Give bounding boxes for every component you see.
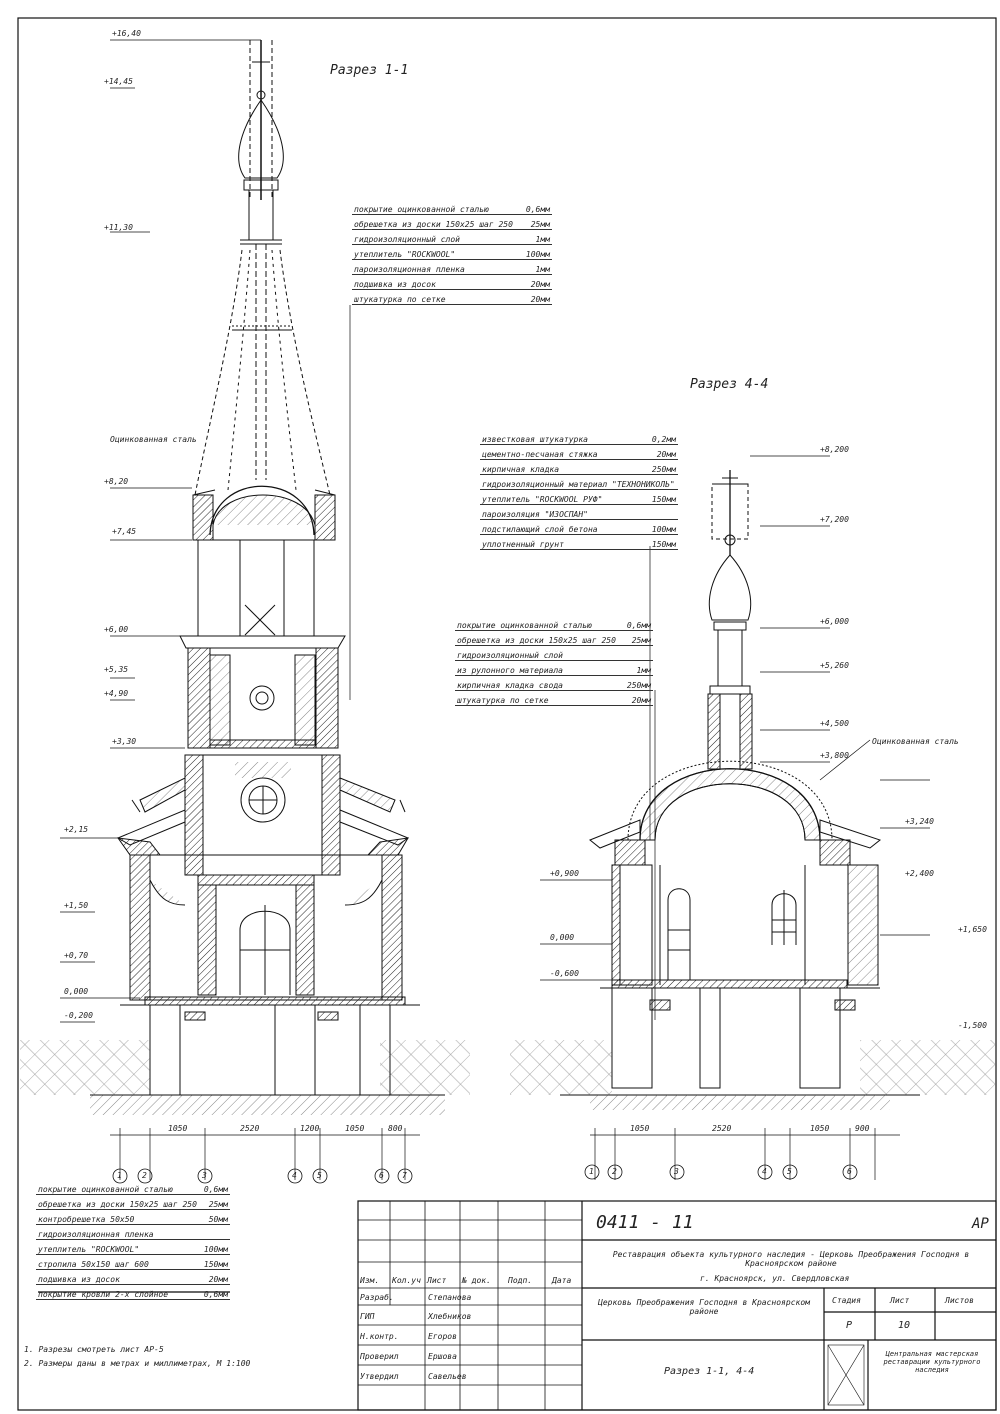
spec-table-bottom [36, 1180, 230, 1300]
col-header: Кол.уч [392, 1276, 421, 1285]
role-label: ГИП [360, 1312, 375, 1321]
spec-table-left [352, 200, 552, 305]
spec-table-right-1 [480, 430, 678, 550]
dim-label: 800 [388, 1124, 403, 1133]
stage-header: Стадия [832, 1296, 861, 1305]
axis-marker: 1 [117, 1171, 122, 1180]
elev-label: +2,15 [64, 825, 89, 834]
organization: Центральная мастерская реставрации культурного наследия [883, 1350, 981, 1374]
spec-row: гидроизоляционный материал "ТЕХНОНИКОЛЬ" [480, 475, 678, 490]
elev-label: +4,500 [820, 719, 849, 728]
elev-label: +5,260 [820, 661, 849, 670]
axis-marker: 3 [674, 1167, 679, 1176]
role-name: Степанова [428, 1293, 472, 1302]
spec-row: подшивка из досок 20мм [36, 1270, 230, 1285]
axis-marker: 5 [787, 1167, 792, 1176]
col-header: Подп. [508, 1276, 533, 1285]
spec-row: подшивка из досок 20мм [352, 275, 552, 290]
dim-label: 1050 [345, 1124, 365, 1133]
axis-marker: 5 [317, 1171, 322, 1180]
spec-row: гидроизоляционный слой 1мм [352, 230, 552, 245]
role-name: Хлебников [428, 1312, 472, 1321]
elev-label: +2,400 [905, 869, 934, 878]
elev-label: 0,000 [550, 933, 575, 942]
axis-marker: 3 [202, 1171, 207, 1180]
axis-marker: 1 [589, 1167, 594, 1176]
callout-left: Оцинкованная сталь [110, 435, 197, 444]
spec-row: покрытие кровли 2-х слойное 0,6мм [36, 1285, 230, 1300]
note-line: 2. Размеры даны в метрах и миллиметрах, М 1:100 [24, 1359, 251, 1368]
spec-row: пароизоляционная пленка 1мм [352, 260, 552, 275]
col-header: № док. [462, 1276, 491, 1285]
spec-row: штукатурка по сетке 20мм [352, 290, 552, 305]
role-label: Проверил [360, 1352, 399, 1361]
col-header: Лист [427, 1276, 447, 1285]
role-label: Разраб. [360, 1293, 394, 1302]
elev-label: -1,500 [958, 1021, 987, 1030]
elev-label: +4,90 [104, 689, 129, 698]
stage-value: Р [846, 1320, 853, 1331]
note-line: 1. Разрезы смотреть лист АР-5 [24, 1345, 164, 1354]
doc-code: 0411 - 11 [596, 1212, 694, 1233]
spec-row: покрытие оцинкованной сталью 0,6мм [352, 200, 552, 215]
axis-marker: 2 [142, 1171, 147, 1180]
spec-row: штукатурка по сетке 20мм [455, 691, 653, 706]
spec-row: утеплитель "ROCKWOOL РУФ" 150мм [480, 490, 678, 505]
spec-row: стропила 50х150 шаг 600 150мм [36, 1255, 230, 1270]
sheet-label: АР [972, 1216, 989, 1232]
sheet-name: Разрез 1-1, 4-4 [664, 1366, 755, 1377]
spec-row: обрешетка из доски 150х25 шаг 250 25мм [455, 631, 653, 646]
axis-marker: 4 [292, 1171, 297, 1180]
dim-label: 2520 [240, 1124, 260, 1133]
axis-marker: 2 [612, 1167, 617, 1176]
elev-label: +6,00 [104, 625, 129, 634]
spec-row: гидроизоляционная пленка [36, 1225, 230, 1240]
elev-label: +14,45 [104, 77, 133, 86]
elev-label: +3,30 [112, 737, 137, 746]
elev-label: -0,600 [550, 969, 579, 978]
spec-row: известковая штукатурка 0,2мм [480, 430, 678, 445]
axis-marker: 6 [379, 1171, 384, 1180]
spec-row: гидроизоляционный слой [455, 646, 653, 661]
spec-row: пароизоляция "ИЗОСПАН" [480, 505, 678, 520]
spec-row: кирпичная кладка 250мм [480, 460, 678, 475]
sheet-number: 10 [898, 1320, 911, 1331]
elev-label: +7,200 [820, 515, 849, 524]
project-title: Реставрация объекта культурного наследия - Церковь Преображения Господня в Красноярском районе [612, 1250, 970, 1268]
spec-row: цементно-песчаная стяжка 20мм [480, 445, 678, 460]
elev-label: +11,30 [104, 223, 133, 232]
dim-label: 1050 [630, 1124, 650, 1133]
spec-row: уплотненный грунт 150мм [480, 535, 678, 550]
elev-label: +0,70 [64, 951, 89, 960]
elev-label: +1,50 [64, 901, 89, 910]
elev-label: +1,650 [958, 925, 987, 934]
spec-row: подстилающий слой бетона 100мм [480, 520, 678, 535]
role-label: Утвердил [360, 1372, 399, 1381]
spec-row: кирпичная кладка свода 250мм [455, 676, 653, 691]
axis-marker: 6 [847, 1167, 852, 1176]
project-city: г. Красноярск, ул. Свердловская [700, 1274, 850, 1283]
col-header: Дата [552, 1276, 572, 1285]
sheet-description: Церковь Преображения Господня в Красноярском районе [598, 1298, 810, 1316]
spec-table-right-2 [455, 616, 653, 706]
role-name: Савельев [428, 1372, 467, 1381]
elev-label: +5,35 [104, 665, 129, 674]
sheet-header: Лист [890, 1296, 910, 1305]
spec-row: контробрешетка 50х50 50мм [36, 1210, 230, 1225]
spec-row: покрытие оцинкованной сталью 0,6мм [36, 1180, 230, 1195]
spec-row: утеплитель "ROCKWOOL" 100мм [36, 1240, 230, 1255]
axis-marker: 7 [402, 1171, 407, 1180]
elev-label: +7,45 [112, 527, 137, 536]
spec-row: из рулонного материала 1мм [455, 661, 653, 676]
elev-label: +6,000 [820, 617, 849, 626]
dim-label: 1200 [300, 1124, 320, 1133]
spec-row: обрешетка из доски 150х25 шаг 250 25мм [352, 215, 552, 230]
section-title-1-1: Разрез 1-1 [330, 63, 409, 78]
dim-label: 1050 [168, 1124, 188, 1133]
col-header: Изм. [360, 1276, 380, 1285]
axis-marker: 4 [762, 1167, 767, 1176]
elev-label: +3,240 [905, 817, 934, 826]
section-title-4-4: Разрез 4-4 [690, 377, 769, 392]
spec-row: обрешетка из доски 150х25 шаг 250 25мм [36, 1195, 230, 1210]
elev-label: +3,800 [820, 751, 849, 760]
elev-label: -0,200 [64, 1011, 93, 1020]
sheets-header: Листов [945, 1296, 974, 1305]
elev-label: +8,200 [820, 445, 849, 454]
dim-label: 1050 [810, 1124, 830, 1133]
role-name: Ершова [428, 1352, 457, 1361]
elev-label: +0,900 [550, 869, 579, 878]
elev-label: +16,40 [112, 29, 141, 38]
callout-right: Оцинкованная сталь [872, 737, 959, 746]
elev-label: 0,000 [64, 987, 89, 996]
dim-label: 2520 [712, 1124, 732, 1133]
dim-label: 900 [855, 1124, 870, 1133]
role-name: Егоров [428, 1332, 457, 1341]
spec-row: покрытие оцинкованной сталью 0,6мм [455, 616, 653, 631]
role-label: Н.контр. [360, 1332, 399, 1341]
spec-row: утеплитель "ROCKWOOL" 100мм [352, 245, 552, 260]
elev-label: +8,20 [104, 477, 129, 486]
